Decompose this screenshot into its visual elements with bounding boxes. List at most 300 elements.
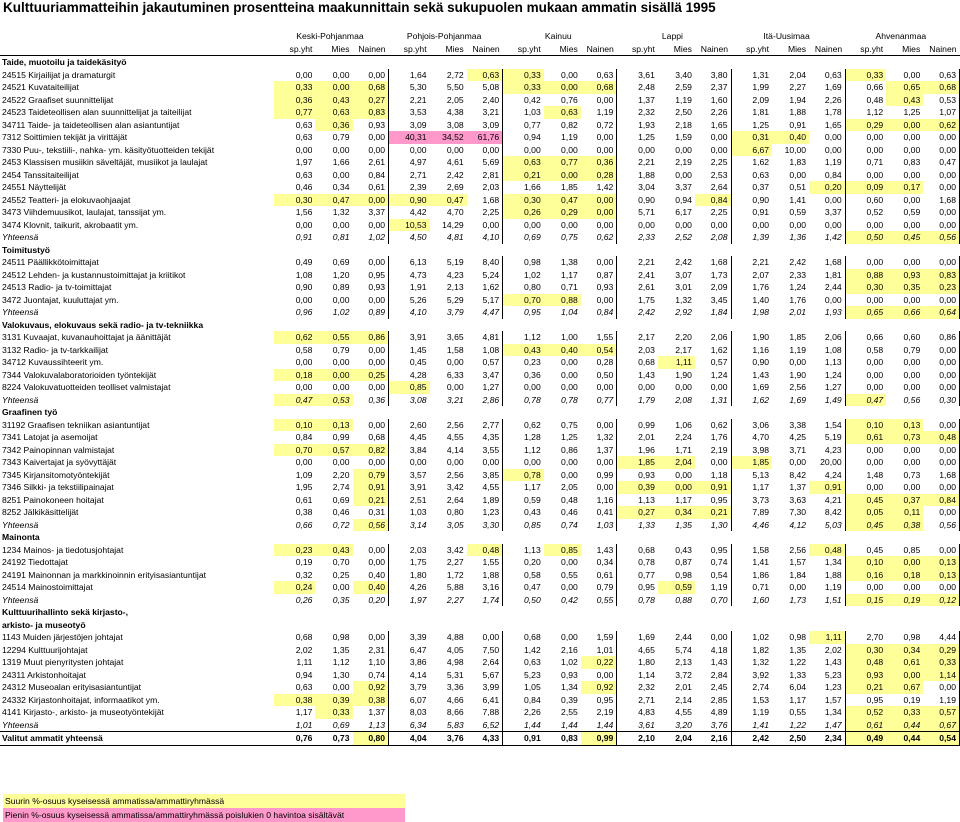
table-cell: 1,06 xyxy=(675,419,692,430)
table-cell: 4,23 xyxy=(809,444,845,457)
row-label: 8251 Painokoneen hoitajat xyxy=(2,494,104,505)
table-cell: 0,11 xyxy=(886,506,923,519)
table-cell: 0,00 xyxy=(544,169,581,182)
table-cell: 0,00 xyxy=(524,144,541,155)
subtotal-row xyxy=(0,519,960,532)
table-cell: 0,60 xyxy=(903,332,921,342)
table-cell: 0,59 xyxy=(524,494,541,505)
table-cell: 0,00 xyxy=(809,219,845,232)
table-body xyxy=(0,56,960,746)
table-cell: 0,35 xyxy=(886,281,923,294)
col-header-total: sp.yht xyxy=(503,43,544,56)
table-cell: 2,13 xyxy=(675,657,692,667)
subtotal-row xyxy=(0,719,960,732)
table-row xyxy=(0,694,960,707)
table-cell: 0,36 xyxy=(524,369,541,380)
grand-total-row xyxy=(0,732,960,746)
table-cell: 0,00 xyxy=(581,381,617,394)
table-cell: 1,45 xyxy=(409,344,427,355)
table-cell: 0,46 xyxy=(561,507,578,517)
table-cell: 0,00 xyxy=(353,144,389,157)
table-cell: 3,76 xyxy=(430,732,467,746)
table-cell: 4,44 xyxy=(923,631,959,644)
region-header-row xyxy=(0,30,960,43)
table-cell: 0,00 xyxy=(561,69,578,80)
table-cell: 1,08 xyxy=(467,344,503,357)
table-cell: 1,80 xyxy=(638,657,655,667)
table-cell: 0,79 xyxy=(353,469,389,482)
subheader-row xyxy=(0,43,960,56)
table-cell: 0,00 xyxy=(332,682,350,692)
table-cell: 0,00 xyxy=(638,382,655,392)
table-cell: 0,65 xyxy=(886,81,923,94)
table-cell: 0,29 xyxy=(845,119,886,132)
table-cell: 2,59 xyxy=(675,82,692,92)
table-cell: 0,95 xyxy=(638,582,655,592)
table-cell: 0,46 xyxy=(295,182,313,192)
table-cell: 0,75 xyxy=(561,419,578,430)
table-cell: 1,85 xyxy=(617,456,658,469)
table-cell: 1,59 xyxy=(675,132,692,142)
table-cell: 1,42 xyxy=(581,181,617,194)
row-label: 24511 Päällikkötoimittajat xyxy=(2,257,99,267)
table-cell: 2,09 xyxy=(752,94,770,105)
table-cell: 3,55 xyxy=(467,444,503,457)
table-cell: 0,63 xyxy=(503,156,544,169)
table-cell: 5,88 xyxy=(446,582,464,592)
table-cell: 0,20 xyxy=(524,557,541,567)
table-row xyxy=(0,194,960,207)
subtotal-row xyxy=(0,231,960,244)
table-cell: 0,45 xyxy=(409,357,427,367)
table-cell: 6,04 xyxy=(789,682,807,692)
table-cell: 0,52 xyxy=(845,706,886,719)
row-label: Yhteensä xyxy=(2,519,39,530)
table-cell: 2,19 xyxy=(695,444,731,457)
table-cell: 1,81 xyxy=(809,269,845,282)
table-cell: 0,99 xyxy=(638,419,655,430)
row-label: 7341 Latojat ja asemoijat xyxy=(2,432,98,442)
table-cell: 2,04 xyxy=(658,456,695,469)
table-cell: 0,98 xyxy=(332,632,350,642)
table-cell: 0,45 xyxy=(845,494,886,507)
table-cell: 0,00 xyxy=(353,69,389,82)
table-cell: 3,61 xyxy=(638,719,655,730)
table-cell: 5,29 xyxy=(446,294,464,305)
table-cell: 2,86 xyxy=(467,394,503,407)
table-cell: 0,43 xyxy=(886,94,923,107)
table-cell: 0,00 xyxy=(923,206,959,219)
table-cell: 6,67 xyxy=(731,144,772,157)
table-cell: 2,01 xyxy=(789,307,807,317)
table-cell: 0,00 xyxy=(353,456,389,469)
row-label: Yhteensä xyxy=(2,719,39,730)
table-cell: 0,74 xyxy=(561,519,578,530)
col-header-men: Mies xyxy=(430,43,467,56)
table-cell: 10,53 xyxy=(389,219,430,232)
table-cell: 1,41 xyxy=(752,719,770,730)
table-cell: 2,85 xyxy=(695,694,731,707)
table-cell: 0,00 xyxy=(638,144,655,155)
table-cell: 1,38 xyxy=(561,257,578,267)
table-cell: 0,00 xyxy=(446,457,464,467)
table-cell: 0,00 xyxy=(332,169,350,180)
table-cell: 0,00 xyxy=(903,257,921,267)
table-cell: 1,17 xyxy=(752,482,770,492)
table-cell: 10,00 xyxy=(784,144,807,155)
table-cell: 3,61 xyxy=(638,69,655,80)
table-cell: 0,21 xyxy=(503,169,544,182)
table-cell: 1,34 xyxy=(561,682,578,692)
table-cell: 7,88 xyxy=(467,706,503,719)
table-cell: 0,00 xyxy=(923,456,959,469)
table-cell: 0,00 xyxy=(332,457,350,467)
table-cell: 0,00 xyxy=(295,69,313,80)
row-label: Yhteensä xyxy=(2,394,39,405)
table-cell: 1,48 xyxy=(866,469,884,480)
table-cell: 1,37 xyxy=(638,94,655,105)
row-label: Yhteensä xyxy=(2,232,39,242)
table-cell: 0,00 xyxy=(544,81,581,94)
table-cell: 1,91 xyxy=(409,282,427,292)
table-cell: 0,30 xyxy=(503,194,544,207)
table-cell: 1,68 xyxy=(695,256,731,269)
table-cell: 0,10 xyxy=(845,556,886,569)
table-cell: 0,00 xyxy=(446,357,464,367)
table-cell: 1,31 xyxy=(695,394,731,407)
table-cell: 0,00 xyxy=(524,457,541,467)
table-cell: 1,05 xyxy=(524,682,541,692)
table-cell: 0,28 xyxy=(581,356,617,369)
table-cell: 0,00 xyxy=(524,382,541,392)
table-cell: 1,83 xyxy=(789,157,807,167)
table-cell: 2,21 xyxy=(638,257,655,267)
table-cell: 0,00 xyxy=(809,194,845,207)
table-cell: 7,50 xyxy=(467,644,503,657)
table-cell: 0,00 xyxy=(923,181,959,194)
table-cell: 2,03 xyxy=(467,181,503,194)
table-cell: 6,41 xyxy=(467,694,503,707)
table-cell: 0,65 xyxy=(845,306,886,319)
table-cell: 6,07 xyxy=(409,694,427,705)
table-cell: 5,26 xyxy=(409,294,427,305)
table-cell: 1,72 xyxy=(446,569,464,580)
table-cell: 0,00 xyxy=(675,169,692,180)
table-cell: 0,30 xyxy=(923,394,959,407)
table-cell: 2,72 xyxy=(446,69,464,80)
table-cell: 2,70 xyxy=(866,632,884,642)
table-cell: 2,26 xyxy=(524,707,541,717)
table-cell: 0,68 xyxy=(581,81,617,94)
table-cell: 4,81 xyxy=(446,232,464,242)
table-cell: 0,68 xyxy=(638,544,655,555)
table-cell: 0,26 xyxy=(295,594,313,605)
table-cell: 0,70 xyxy=(274,444,315,457)
table-cell: 0,00 xyxy=(923,506,959,519)
table-cell: 0,84 xyxy=(353,169,389,182)
table-cell: 0,60 xyxy=(866,194,884,205)
table-cell: 0,00 xyxy=(353,544,389,557)
table-cell: 0,00 xyxy=(923,294,959,307)
table-cell: 1,19 xyxy=(675,94,692,105)
table-cell: 0,77 xyxy=(274,106,315,119)
table-cell: 3,72 xyxy=(675,669,692,680)
table-cell: 1,32 xyxy=(675,294,692,305)
table-cell: 2,71 xyxy=(409,169,427,180)
table-cell: 1,34 xyxy=(809,706,845,719)
table-cell: 0,33 xyxy=(274,81,315,94)
table-cell: 1,19 xyxy=(752,707,770,717)
section-title: Mainonta xyxy=(2,532,40,542)
table-cell: 2,32 xyxy=(638,107,655,117)
table-cell: 0,91 xyxy=(809,481,845,494)
table-cell: 3,21 xyxy=(467,106,503,119)
table-cell: 5,71 xyxy=(638,207,655,217)
row-label: 24551 Näyttelijät xyxy=(2,182,67,192)
table-cell: 0,40 xyxy=(353,581,389,594)
table-cell: 2,14 xyxy=(675,694,692,705)
table-cell: 1,22 xyxy=(789,719,807,730)
table-cell: 1,57 xyxy=(789,557,807,567)
table-cell: 0,48 xyxy=(809,544,845,557)
table-cell: 0,00 xyxy=(866,369,884,380)
table-cell: 0,00 xyxy=(295,294,313,305)
table-row xyxy=(0,469,960,482)
row-label: 12294 Kulttuurijohtajat xyxy=(2,644,88,655)
table-cell: 2,19 xyxy=(675,157,692,167)
table-cell: 3,86 xyxy=(409,657,427,667)
table-cell: 0,19 xyxy=(886,594,923,607)
table-cell: 0,00 xyxy=(581,669,617,682)
table-cell: 0,00 xyxy=(903,382,921,392)
table-cell: 0,62 xyxy=(524,419,541,430)
table-cell: 0,00 xyxy=(332,69,350,80)
table-cell: 0,55 xyxy=(789,707,807,717)
table-cell: 0,83 xyxy=(923,269,959,282)
table-cell: 0,00 xyxy=(315,369,352,382)
table-cell: 0,55 xyxy=(315,331,352,344)
table-row xyxy=(0,506,960,519)
table-cell: 0,78 xyxy=(638,557,655,567)
table-cell: 0,82 xyxy=(353,444,389,457)
table-cell: 0,90 xyxy=(752,194,770,205)
table-cell: 0,53 xyxy=(315,394,352,407)
table-row xyxy=(0,81,960,94)
table-cell: 0,00 xyxy=(866,457,884,467)
table-cell: 5,50 xyxy=(446,82,464,92)
table-cell: 4,04 xyxy=(389,732,430,746)
table-cell: 1,90 xyxy=(789,369,807,380)
table-cell: 0,00 xyxy=(561,469,578,480)
table-cell: 1,75 xyxy=(409,557,427,567)
table-cell: 2,37 xyxy=(695,81,731,94)
col-header-women: Nainen xyxy=(809,43,845,56)
table-cell: 3,09 xyxy=(467,119,503,132)
table-cell: 8,03 xyxy=(409,707,427,717)
table-cell: 6,34 xyxy=(409,719,427,730)
table-cell: 0,85 xyxy=(524,519,541,530)
table-cell: 0,00 xyxy=(295,219,313,230)
table-cell: 0,95 xyxy=(353,269,389,282)
table-cell: 1,71 xyxy=(675,444,692,455)
table-cell: 0,00 xyxy=(923,544,959,557)
table-cell: 0,16 xyxy=(845,569,886,582)
table-cell: 0,72 xyxy=(581,119,617,132)
table-cell: 0,00 xyxy=(675,469,692,480)
table-cell: 2,55 xyxy=(561,707,578,717)
table-cell: 0,96 xyxy=(295,307,313,317)
table-cell: 1,16 xyxy=(581,494,617,507)
table-cell: 3,53 xyxy=(409,107,427,117)
table-cell: 1,19 xyxy=(789,344,807,355)
table-row xyxy=(0,681,960,694)
table-row xyxy=(0,94,960,107)
row-label: 2454 Tanssitaiteilijat xyxy=(2,169,79,180)
table-cell: 4,38 xyxy=(446,107,464,117)
table-cell: 0,71 xyxy=(752,582,770,592)
table-cell: 3,42 xyxy=(446,482,464,492)
table-cell: 0,00 xyxy=(446,382,464,392)
table-cell: 0,00 xyxy=(353,356,389,369)
table-cell: 0,00 xyxy=(561,557,578,567)
table-cell: 0,84 xyxy=(295,432,313,442)
table-cell: 3,47 xyxy=(467,369,503,382)
table-cell: 3,80 xyxy=(695,69,731,82)
table-cell: 1,80 xyxy=(409,569,427,580)
table-cell: 4,66 xyxy=(446,694,464,705)
table-cell: 2,02 xyxy=(295,644,313,655)
table-cell: 4,23 xyxy=(446,269,464,280)
table-cell: 4,50 xyxy=(409,232,427,242)
table-row xyxy=(0,106,960,119)
table-cell: 1,65 xyxy=(695,119,731,132)
table-cell: 1,53 xyxy=(752,694,770,705)
table-cell: 1,68 xyxy=(923,194,959,207)
col-header-women: Nainen xyxy=(353,43,389,56)
section-header-row xyxy=(0,606,960,619)
table-cell: 1,97 xyxy=(409,594,427,605)
table-cell: 3,38 xyxy=(789,419,807,430)
table-cell: 2,61 xyxy=(353,156,389,169)
row-label: 8252 Jälkikäsittelijät xyxy=(2,507,79,517)
table-cell: 6,33 xyxy=(446,369,464,380)
table-cell: 0,00 xyxy=(923,481,959,494)
table-cell: 1,02 xyxy=(332,307,350,317)
table-cell: 0,95 xyxy=(695,544,731,557)
row-label: 24522 Graafiset suunnittelijat xyxy=(2,94,114,105)
table-cell: 0,00 xyxy=(866,482,884,492)
table-cell: 4,73 xyxy=(409,269,427,280)
table-cell: 1,93 xyxy=(809,306,845,319)
table-cell: 1,89 xyxy=(467,494,503,507)
table-cell: 2,19 xyxy=(581,706,617,719)
table-cell: 1,76 xyxy=(789,294,807,305)
table-cell: 0,79 xyxy=(332,132,350,142)
table-row xyxy=(0,281,960,294)
table-cell: 1,60 xyxy=(695,94,731,107)
table-cell: 1,03 xyxy=(409,507,427,517)
table-cell: 5,03 xyxy=(809,519,845,532)
table-row xyxy=(0,656,960,669)
table-cell: 1,17 xyxy=(675,494,692,505)
table-cell: 0,89 xyxy=(332,282,350,292)
table-cell: 0,10 xyxy=(845,419,886,432)
table-cell: 0,00 xyxy=(353,381,389,394)
table-cell: 0,79 xyxy=(903,344,921,355)
row-label: 24312 Museoalan erityisasiantuntijat xyxy=(2,682,142,692)
table-cell: 0,00 xyxy=(561,582,578,592)
table-cell: 1,25 xyxy=(638,132,655,142)
table-cell: 0,87 xyxy=(675,557,692,567)
table-cell: 2,42 xyxy=(675,257,692,267)
table-cell: 5,23 xyxy=(809,669,845,682)
table-cell: 0,00 xyxy=(658,481,695,494)
table-cell: 0,38 xyxy=(353,694,389,707)
table-cell: 0,33 xyxy=(315,706,352,719)
table-cell: 0,94 xyxy=(295,669,313,680)
table-cell: 0,41 xyxy=(581,506,617,519)
table-cell: 0,90 xyxy=(389,194,430,207)
table-cell: 6,17 xyxy=(675,207,692,217)
table-cell: 0,79 xyxy=(332,344,350,355)
table-cell: 0,39 xyxy=(315,694,352,707)
table-row xyxy=(0,706,960,719)
table-cell: 1,33 xyxy=(638,519,655,530)
table-cell: 2,20 xyxy=(675,332,692,342)
table-cell: 1,23 xyxy=(467,506,503,519)
table-cell: 0,61 xyxy=(886,656,923,669)
table-cell: 0,00 xyxy=(353,419,389,432)
table-cell: 0,70 xyxy=(695,594,731,607)
table-cell: 0,34 xyxy=(886,644,923,657)
row-label: 3473 Viihdemuusikot, laulajat, tanssijat ym. xyxy=(2,207,167,217)
table-cell: 0,54 xyxy=(695,569,731,582)
table-cell: 0,73 xyxy=(315,732,352,746)
table-cell: 1,56 xyxy=(295,207,313,217)
col-header-total: sp.yht xyxy=(274,43,315,56)
table-cell: 5,30 xyxy=(409,82,427,92)
table-cell: 3,39 xyxy=(409,632,427,642)
table-row xyxy=(0,456,960,469)
table-cell: 3,71 xyxy=(789,444,807,455)
table-cell: 2,21 xyxy=(638,157,655,167)
table-cell: 0,00 xyxy=(752,219,770,230)
table-cell: 4,25 xyxy=(789,432,807,442)
table-cell: 0,48 xyxy=(866,94,884,105)
table-cell: 1,08 xyxy=(809,344,845,357)
table-cell: 0,70 xyxy=(332,557,350,567)
table-cell: 2,77 xyxy=(467,419,503,432)
section-title: Taide, muotoilu ja taidekäsityö xyxy=(2,57,127,67)
table-cell: 0,00 xyxy=(409,144,427,155)
table-cell: 1,68 xyxy=(923,469,959,482)
table-cell: 0,48 xyxy=(923,431,959,444)
table-cell: 0,55 xyxy=(561,569,578,580)
table-cell: 0,80 xyxy=(446,507,464,517)
page-title: Kulttuuriammatteihin jakautuminen prosentteina maakunnittain sekä sukupuolen mukaan ammatin sisällä 1995 xyxy=(3,0,716,15)
table-cell: 0,00 xyxy=(789,457,807,467)
table-cell: 0,00 xyxy=(561,219,578,230)
table-cell: 0,40 xyxy=(772,131,809,144)
table-cell: 2,01 xyxy=(675,682,692,692)
table-cell: 0,20 xyxy=(353,594,389,607)
table-cell: 5,17 xyxy=(467,294,503,307)
table-cell: 2,69 xyxy=(446,182,464,192)
table-row xyxy=(0,344,960,357)
table-cell: 0,91 xyxy=(789,119,807,130)
table-cell: 4,42 xyxy=(409,207,427,217)
table-cell: 0,61 xyxy=(353,181,389,194)
